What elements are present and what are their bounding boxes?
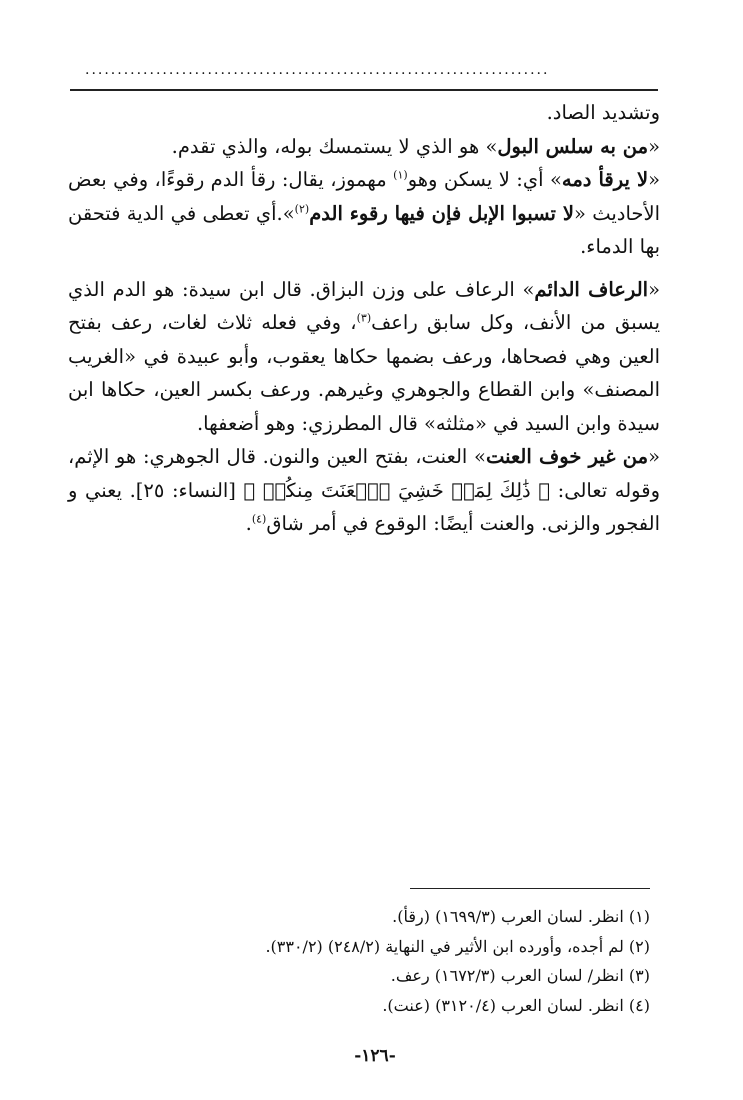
footnotes — [150, 902, 650, 1020]
header-rule — [70, 89, 658, 91]
bold-term: من غير خوف العنت — [485, 445, 649, 468]
text-run: وتشديد الصاد. — [546, 101, 660, 124]
main-text — [68, 96, 660, 541]
text-run: . — [245, 512, 252, 535]
footnote: (١) انظر. لسان العرب (١٦٩٩/٣) (رقأ). — [392, 907, 650, 926]
text-run: « — [648, 134, 660, 158]
text-run: مهموز، يقال: رقأ الدم رقوءًا، وفي بعض الأحاديث « — [68, 168, 661, 225]
paragraph — [68, 130, 660, 164]
footnote-marker: (٣) — [356, 311, 372, 325]
paragraph — [68, 163, 660, 264]
footnote-marker: (٤) — [251, 512, 267, 526]
footnote: (٢) لم أجده، وأورده ابن الأثير في النهاية (٢٤٨/٢) (٣٣٠/٢). — [265, 936, 650, 956]
text-run: » العنت، بفتح العين والنون. قال الجوهري: هو الإثم، وقوله تعالى: ﴿ ذَٰلِكَ لِمَنۡ خَشِيَ ٱلۡعَنَتَ مِنكُمۡ ﴾ [النساء: ٢٥]. يعني و الفجور والزنى. والعنت أيضًا: الوقوع في أمر شاق — [68, 445, 660, 535]
text-run: » الرعاف على وزن البزاق. قال ابن سيدة: هو الدم الذي يسبق من الأنف، وكل سابق راعف — [68, 277, 660, 334]
text-run: » هو الذي لا يستمسك بوله، والذي تقدم. — [171, 134, 498, 158]
bold-term: لا تسبوا الإبل فإن فيها رقوء الدم — [309, 201, 574, 225]
footnote-marker: (١) — [393, 168, 408, 182]
footnote: (٣) انظر/ لسان العرب (١٦٧٢/٣) رعف. — [390, 966, 650, 985]
header-dotted-line: ........................................................................ — [85, 62, 550, 78]
text-run: ».أي تعطى في الدية فتحقن بها الدماء. — [68, 201, 660, 258]
paragraph — [68, 96, 660, 130]
paragraph — [68, 440, 660, 541]
footnote: (٤) انظر. لسان العرب (٣١٢٠/٤) (عنت). — [382, 995, 650, 1015]
bold-term: من به سلس البول — [497, 134, 649, 158]
footnote-separator — [410, 888, 650, 889]
bold-term: لا يرقأ دمه — [561, 168, 649, 191]
text-run: « — [648, 168, 661, 191]
page-number: -١٢٦- — [354, 1046, 396, 1066]
text-run: « — [648, 277, 660, 301]
text-run: ، وفي فعله ثلاث لغات، رعف بفتح العين وهي فصحاها، ورعف بضمها حكاها يعقوب، وأبو عبيدة في «الغريب المصنف» وابن القطاع والجوهري وغيرهم. ورعف بكسر العين، حكاها ابن سيدة وابن السيد في «مثلثه» قال المطرزي: وهو أضعفها. — [68, 311, 660, 435]
paragraph — [68, 273, 660, 441]
bold-term: الرعاف الدائم — [534, 277, 649, 301]
footnote-marker: (٢) — [294, 202, 310, 215]
text-run: « — [648, 445, 660, 468]
text-run: » أي: لا يسكن وهو — [407, 168, 562, 191]
